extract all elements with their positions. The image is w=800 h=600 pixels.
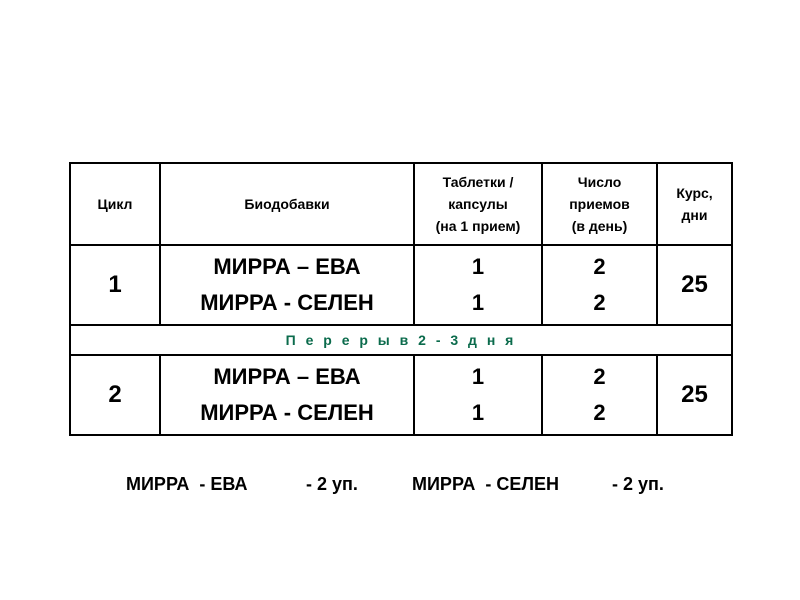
tablets-value: 1 [471, 400, 485, 425]
schedule-table [69, 162, 733, 436]
intakes-cell [542, 245, 657, 325]
supplement-name: МИРРА - СЕЛЕН [200, 290, 374, 315]
header-course: Курс, дни [657, 163, 732, 245]
header-cycle: Цикл [70, 163, 160, 245]
header-row [70, 163, 732, 245]
supplements-cell [160, 355, 414, 435]
intakes-value: 2 [593, 400, 606, 425]
tablets-value: 1 [471, 290, 485, 315]
package-item-name: МИРРА - СЕЛЕН [412, 474, 559, 494]
header-supplements: Биодобавки [160, 163, 414, 245]
header-intakes: Число приемов (в день) [542, 163, 657, 245]
tablets-cell [414, 355, 542, 435]
cycle-cell: 1 [70, 245, 160, 325]
package-item-qty: - 2 уп. [306, 474, 358, 494]
supplement-name: МИРРА – ЕВА [213, 254, 361, 279]
course-cell: 25 [657, 245, 732, 325]
cycle-cell: 2 [70, 355, 160, 435]
table-row [70, 355, 732, 435]
package-item-name: МИРРА - ЕВА [126, 474, 248, 494]
tablets-value: 1 [471, 364, 485, 389]
header-tablets: Таблетки / капсулы (на 1 прием) [414, 163, 542, 245]
intakes-value: 2 [593, 364, 606, 389]
tablets-cell [414, 245, 542, 325]
break-row [70, 325, 732, 355]
supplement-name: МИРРА – ЕВА [213, 364, 361, 389]
supplement-name: МИРРА - СЕЛЕН [200, 400, 374, 425]
table-row [70, 245, 732, 325]
package-item-qty: - 2 уп. [612, 474, 664, 494]
intakes-value: 2 [593, 290, 606, 315]
intakes-cell [542, 355, 657, 435]
course-cell: 25 [657, 355, 732, 435]
break-text: П е р е р ы в 2 - 3 д н я [70, 325, 732, 355]
tablets-value: 1 [471, 254, 485, 279]
supplements-cell [160, 245, 414, 325]
intakes-value: 2 [593, 254, 606, 279]
